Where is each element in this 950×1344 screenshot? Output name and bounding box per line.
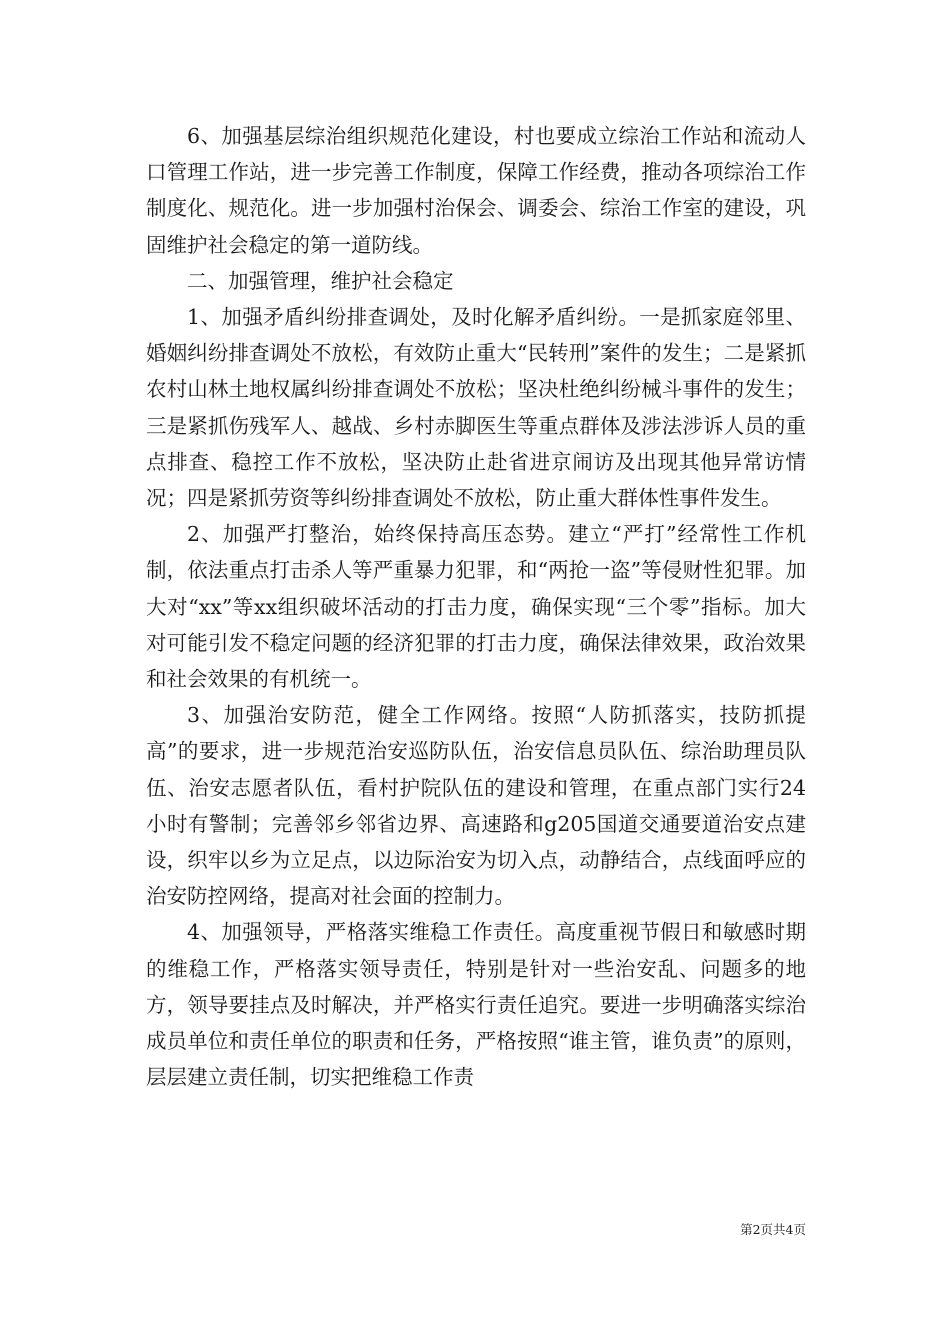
document-body [146,118,806,1095]
section-heading-2: 二、加强管理，维护社会稳定 [187,268,454,293]
page-number: 第2页共4页 [740,1222,806,1237]
paragraph-2-crackdown: 2、加强严打整治，始终保持高压态势。建立“严打”经常性工作机制，依法重点打击杀人等严重暴力犯罪，和“两抢一盗”等侵财性犯罪。加大对“xx”等xx组织破坏活动的打击力度，确保实现“三个零”指标。加大对可能引发不稳定问题的经济犯罪的打击力度，确保法律效果，政治效果和社会效果的有机统一。 [146,522,806,692]
paragraph-4-leadership: 4、加强领导，严格落实维稳工作责任。高度重视节假日和敏感时期的维稳工作，严格落实领导责任，特别是针对一些治安乱、问题多的地方，领导要挂点及时解决，并严格实行责任追究。要进一步明确落实综治成员单位和责任单位的职责和任务，严格按照“谁主管，谁负责”的原则，层层建立责任制，切实把维稳工作责 [146,920,806,1090]
paragraph-3-prevention: 3、加强治安防范，健全工作网络。按照“人防抓落实，技防抓提高”的要求，进一步规范治安巡防队伍，治安信息员队伍、综治助理员队伍、治安志愿者队伍，看村护院队伍的建设和管理，在重点部门实行24小时有警制；完善邻乡邻省边界、高速路和g205国道交通要道治安点建设，织牢以乡为立足点，以边际治安为切入点，动静结合，点线面呼应的治安防控网络，提高对社会面的控制力。 [146,703,806,909]
paragraph-6-grassroots: 6、加强基层综治组织规范化建设，村也要成立综治工作站和流动人口管理工作站，进一步完善工作制度，保障工作经费，推动各项综治工作制度化、规范化。进一步加强村治保会、调委会、综治工作室的建设，巩固维护社会稳定的第一道防线。 [146,124,806,257]
paragraph-1-disputes: 1、加强矛盾纠纷排查调处，及时化解矛盾纠纷。一是抓家庭邻里、婚姻纠纷排查调处不放松，有效防止重大“民转刑”案件的发生；二是紧抓农村山林土地权属纠纷排查调处不放松；坚决杜绝纠纷械斗事件的发生；三是紧抓伤残军人、越战、乡村赤脚医生等重点群体及涉法涉诉人员的重点排查、稳控工作不放松，坚决防止赴省进京闹访及出现其他异常访情况；四是紧抓劳资等纠纷排查调处不放松，防止重大群体性事件发生。 [146,305,806,511]
